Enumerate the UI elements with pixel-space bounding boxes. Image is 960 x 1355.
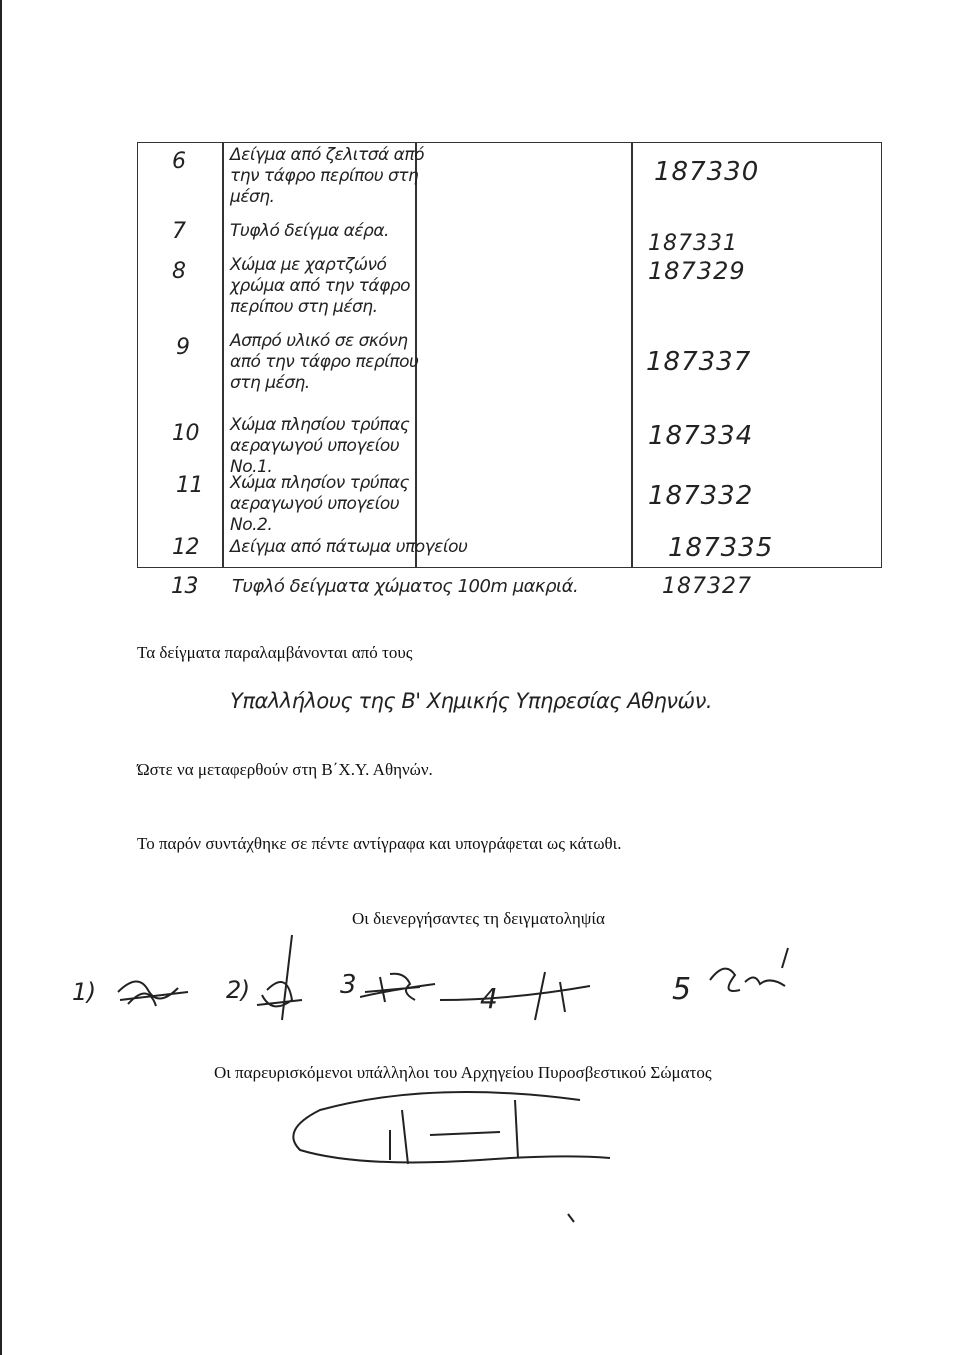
table-divider (222, 143, 224, 567)
row-code: 187337 (646, 347, 752, 377)
officials-signature-icon (280, 1080, 620, 1170)
scan-edge (0, 0, 2, 1355)
row-code: 187329 (648, 257, 746, 285)
extra-row (0, 572, 960, 612)
samplers-heading: Οι διενεργήσαντες τη δειγματοληψία (352, 909, 605, 928)
signature-number: 1) (72, 978, 96, 1006)
row-number: 7 (172, 219, 186, 244)
row-code: 187327 (662, 574, 752, 599)
row-code: 187332 (648, 481, 754, 511)
row-code: 187331 (648, 231, 738, 256)
transfer-text: Ώστε να μεταφερθούν στη Β΄Χ.Υ. Αθηνών. (137, 760, 433, 779)
signature-number: 2) (226, 976, 250, 1004)
signature-1-icon (108, 962, 198, 1022)
signature-number: 5 (672, 972, 691, 1007)
row-number: 10 (172, 421, 199, 446)
row-number: 11 (176, 473, 203, 498)
signature-3-icon (360, 962, 440, 1012)
officials-heading: Οι παρευρισκόμενοι υπάλληλοι του Αρχηγείου Πυροσβεστικού Σώματος (214, 1063, 712, 1082)
signature-4-icon (440, 962, 600, 1022)
row-number: 12 (172, 535, 199, 560)
row-number: 13 (171, 574, 198, 599)
row-number: 6 (172, 149, 186, 174)
row-description: Δείγμα από πάτωμα υπογείου (230, 537, 468, 557)
row-code: 187334 (648, 421, 754, 451)
row-description: Τυφλό δείγμα αέρα. (230, 221, 389, 241)
row-code: 187335 (668, 533, 774, 563)
received-by-handwritten: Υπαλλήλους της Β' Χημικής Υπηρεσίας Αθηνών. (230, 689, 713, 713)
row-description: Δείγμα από ζελιτσά από την τάφρο περίπου στη μέση. (230, 145, 425, 207)
table-divider (631, 143, 633, 567)
row-number: 9 (176, 335, 190, 360)
row-number: 8 (172, 259, 186, 284)
ink-mark-icon (564, 1210, 580, 1226)
row-code: 187330 (654, 157, 760, 187)
samples-table (137, 142, 882, 568)
row-description: Χώμα με χαρτζώνό χρώμα από την τάφρο περίπου στη μέση. (230, 255, 411, 317)
received-from-text: Τα δείγματα παραλαμβάνονται από τους (137, 643, 413, 662)
signature-number: 4 (480, 982, 498, 1015)
copies-text: Το παρόν συντάχθηκε σε πέντε αντίγραφα και υπογράφεται ως κάτωθι. (137, 834, 622, 853)
row-description: Χώμα πλησίου τρύπας αεραγωγού υπογείου No.1. (230, 415, 410, 477)
signature-5-icon (700, 940, 800, 1010)
row-description: Χώμα πλησίον τρύπας αεραγωγού υπογείου No.2. (230, 473, 409, 535)
signature-2-icon (252, 930, 312, 1030)
row-description: Ασπρό υλικό σε σκόνη από την τάφρο περίπου στη μέση. (230, 331, 419, 393)
signature-number: 3 (340, 970, 357, 1000)
row-description: Τυφλό δείγματα χώματος 100m μακριά. (232, 576, 579, 597)
